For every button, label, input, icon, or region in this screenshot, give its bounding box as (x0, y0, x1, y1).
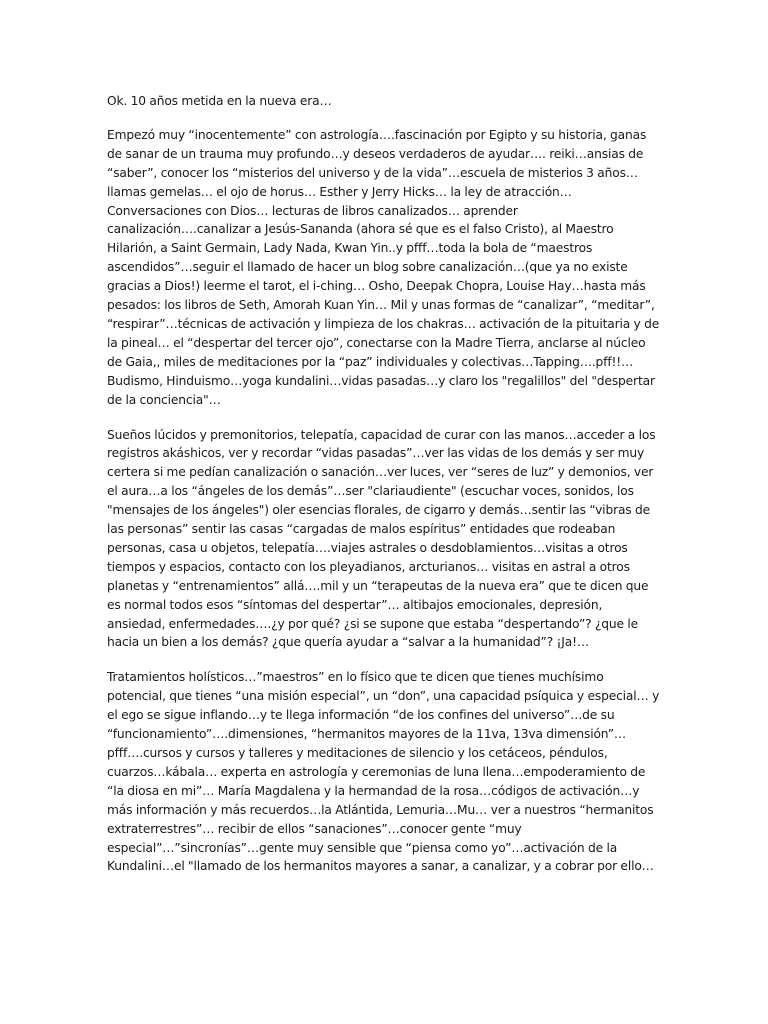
paragraph-lucid-dreams: Sueños lúcidos y premonitorios, telepatía, capacidad de curar con las manos…acceder a los registros akáshicos, ver y recordar “vidas pasadas”…ver las vidas de los demás y ser muy certera si me pedían canalización o sanación…ver luces, ver “seres de luz” y demonios, ver el aura…a los “ángeles de los demás”…ser "clariaudiente" (escuchar voces, sonidos, los "mensajes de los ángeles") oler esencias florales, de cigarro y demás…sentir las “vibras de las personas” sentir las casas “cargadas de malos espíritus” entidades que rodeaban personas, casa u objetos, telepatía….viajes astrales o desdoblamientos…visitas a otros tiempos y espacios, contacto con los pleyadianos, arcturianos… visitas en astral a otros planetas y “entrenamientos” allá….mil y un “terapeutas de la nueva era” que te dicen que es normal todos esos “síntomas del despertar”… altibajos emocionales, depresión, ansiedad, enfermedades….¿y por qué? ¿si se supone que estaba “despertando”? ¿que le hacia un bien a los demás? ¿que quería ayudar a “salvar a la humanidad”? ¡Ja!… (107, 427, 656, 650)
document-page (107, 92, 660, 892)
paragraph-astrology: Empezó muy “inocentemente” con astrología….fascinación por Egipto y su historia, ganas de sanar de un trauma muy profundo…y deseos verdaderos de ayudar…. reiki…ansias de “saber”, conocer los “misterios del universo y de la vida”…escuela de misterios 3 años…llamas gemelas… el ojo de horus… Esther y Jerry Hicks… la ley de atracción…Conversaciones con Dios… lecturas de libros canalizados… aprender canalización….canalizar a Jesús-Sananda (ahora sé que es el falso Cristo), al Maestro Hilarión, a Saint Germain, Lady Nada, Kwan Yin..y pfff…toda la bola de “maestros ascendidos”…seguir el llamado de hacer un blog sobre canalización…(que ya no existe gracias a Dios!) leerme el tarot, el i-ching… Osho, Deepak Chopra, Louise Hay…hasta más pesados: los libros de Seth, Amorah Kuan Yin… Mil y unas formas de “canalizar”, “meditar”, “respirar”…técnicas de activación y limpieza de los chakras… activación de la pituitaria y de la pineal… el “despertar del tercer ojo”, conectarse con la Madre Tierra, anclarse al núcleo de Gaia,, miles de meditaciones por la “paz” individuales y colectivas…Tapping….pff!!… Budismo, Hinduismo…yoga kundalini…vidas pasadas…y claro los "regalillos" del "despertar de la conciencia"… (107, 127, 660, 407)
paragraph-intro: Ok. 10 años metida en la nueva era… (107, 94, 332, 108)
paragraph-holistic-treatments: Tratamientos holísticos…”maestros” en lo físico que te dicen que tienes muchísimo potencial, que tienes “una misión especial”, un “don”, una capacidad psíquica y especial… y el ego se sigue inflando…y te llega información “de los confines del universo”…de su “funcionamiento”….dimensiones, “hermanitos mayores de la 11va, 13va dimensión”…pfff….cursos y cursos y talleres y meditaciones de silencio y los cetáceos, péndulos, cuarzos…kábala… experta en astrología y ceremonias de luna llena…empoderamiento de “la diosa en mi”… María Magdalena y la hermandad de la rosa…códigos de activación…y más información y más recuerdos…la Atlántida, Lemuria…Mu… ver a nuestros “hermanitos extraterrestres”… recibir de ellos “sanaciones”…conocer gente “muy especial”…”sincronías”…gente muy sensible que “piensa como yo”…activación de la Kundalini…el "llamado de los hermanitos mayores a sanar, a canalizar, y a cobrar por ello… (107, 670, 660, 874)
